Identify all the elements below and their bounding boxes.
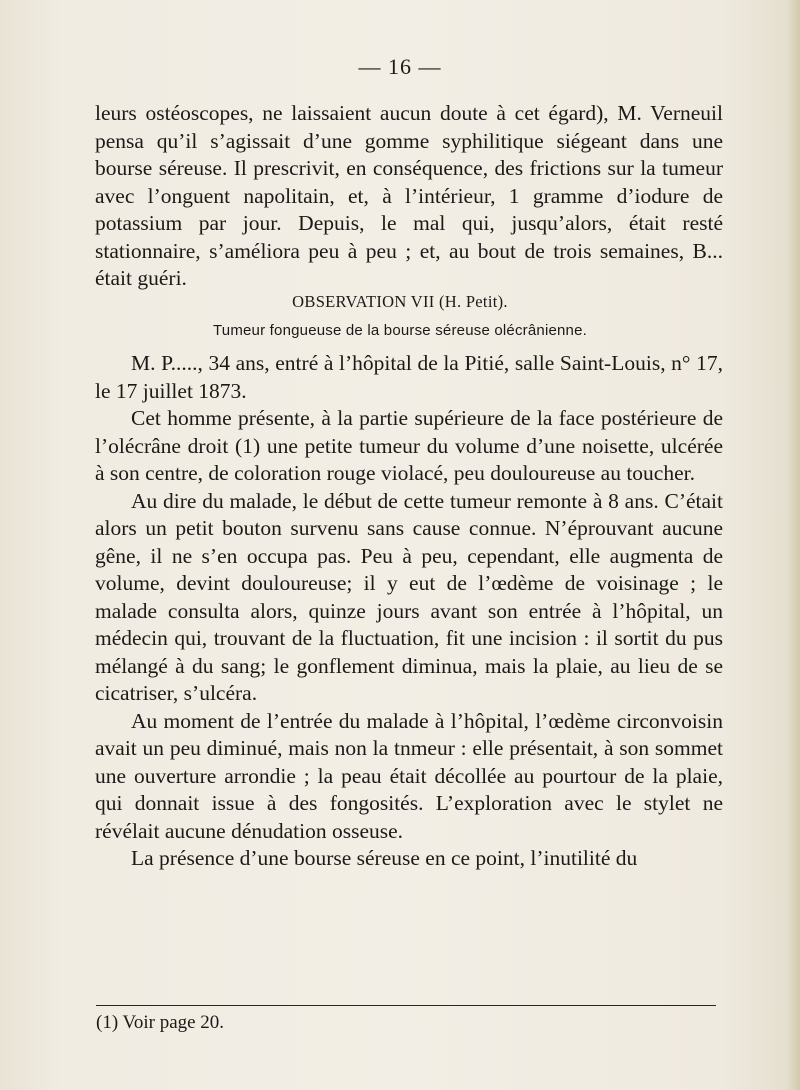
observation-body [95, 350, 723, 873]
paragraph-presentation: Cet homme présente, à la partie supérieure de la face postérieure de l’olécrâne droit (1) une petite tumeur du volume d’une noisette, ulcérée à son centre, de coloration rouge violacé, peu douloureuse au toucher. [95, 406, 723, 485]
paragraph-discussion: La présence d’une bourse séreuse en ce point, l’inutilité du [131, 846, 638, 870]
footnote: (1) Voir page 20. [96, 1012, 225, 1033]
paragraph-history: Au dire du malade, le début de cette tumeur remonte à 8 ans. C’était alors un petit bouton survenu sans cause connue. N’éprouvant aucune gêne, il ne s’en occupa pas. Peu à peu, cependant, elle augmenta de volume, devint douloureuse; il y eut de l’œdème de voisinage ; le malade consulta alors, quinze jours avant son entrée à l’hôpital, un médecin qui, trouvant de la fluctuation, fit une incision : il sortit du pus mélangé à du sang; le gonflement diminua, mais la plaie, au lieu de se cicatriser, s’ulcéra. [95, 488, 723, 705]
page-number: — 16 — [358, 54, 442, 79]
observation-subtitle: Tumeur fongueuse de la bourse séreuse olécrânienne. [212, 322, 588, 339]
paragraph-continuation: leurs ostéoscopes, ne laissaient aucun doute à cet égard), M. Verneuil pensa qu’il s’agissait d’une gomme syphilitique siégeant dans une bourse séreuse. Il prescrivit, en conséquence, des frictions sur la tumeur avec l’onguent napolitain, et, à l’intérieur, 1 gramme d’iodure de potassium par jour. Depuis, le mal qui, jusqu’alors, était resté stationnaire, s’améliora peu à peu ; et, au bout de trois semaines, B... était guéri. [95, 101, 723, 290]
footnote-divider [96, 1005, 716, 1006]
top-paragraph [95, 100, 723, 293]
page-edge-shadow [786, 0, 800, 1090]
observation-title: OBSERVATION VII (H. Petit). [292, 292, 508, 311]
paragraph-admission: Au moment de l’entrée du malade à l’hôpital, l’œdème circonvoisin avait un peu diminué, mais non la tnmeur : elle présentait, à son sommet une ouverture arrondie ; la peau était décollée au pourtour de la plaie, qui donnait issue à des fongosités. L’exploration avec le stylet ne révélait aucune dénudation osseuse. [95, 708, 723, 843]
paragraph-patient-intro: M. P....., 34 ans, entré à l’hôpital de la Pitié, salle Saint-Louis, n° 17, le 17 juillet 1873. [95, 351, 723, 403]
